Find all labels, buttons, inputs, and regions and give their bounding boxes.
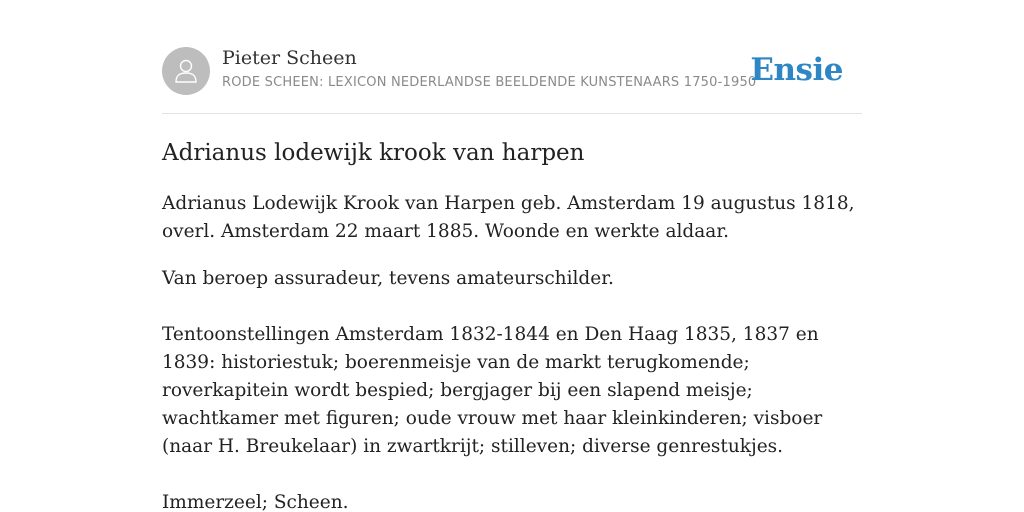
article-paragraph: Immerzeel; Scheen.: [162, 492, 349, 512]
article-paragraph: Tentoonstellingen Amsterdam 1832-1844 en Den Haag 1835, 1837 en 1839: historiestuk; boerenmeisje van de markt terugkomende; roverkapitein wordt bespied; bergjager bij een slapend meisje; wachtkamer met figuren; oude vrouw met haar kleinkinderen; visboer (naar H. Breukelaar) in zwartkrijt; stilleven; diverse genrestukjes.: [162, 324, 823, 457]
article-title: Adrianus lodewijk krook van harpen: [162, 140, 585, 166]
source-title[interactable]: RODE SCHEEN: LEXICON NEDERLANDSE BEELDENDE KUNSTENAARS 1750-1950: [222, 75, 757, 90]
avatar[interactable]: [162, 47, 210, 95]
article-paragraph: Van beroep assuradeur, tevens amateurschilder.: [162, 268, 614, 289]
ensie-logo[interactable]: Ensie: [750, 52, 843, 88]
header-divider: [162, 113, 862, 114]
user-avatar-icon: [171, 56, 201, 86]
author-header: [162, 46, 862, 96]
article-paragraph: Adrianus Lodewijk Krook van Harpen geb. Amsterdam 19 augustus 1818, overl. Amsterdam 22 maart 1885. Woonde en werkte aldaar.: [162, 193, 855, 242]
article: [162, 138, 862, 512]
author-name[interactable]: Pieter Scheen: [222, 47, 357, 69]
